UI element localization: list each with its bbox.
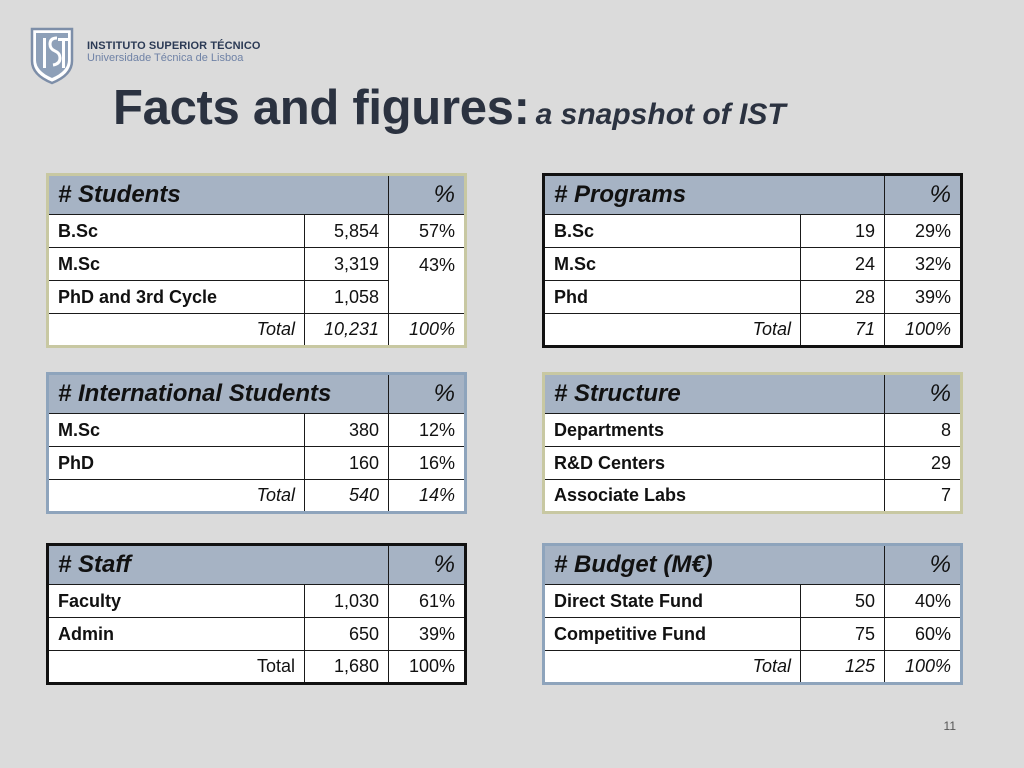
row-pct: 39% bbox=[885, 281, 962, 314]
row-label: Associate Labs bbox=[544, 480, 885, 513]
row-label: Admin bbox=[48, 618, 305, 651]
row-label: R&D Centers bbox=[544, 447, 885, 480]
row-value: 1,030 bbox=[305, 585, 389, 618]
institution-block bbox=[87, 41, 261, 64]
row-pct: 32% bbox=[885, 248, 962, 281]
total-label: Total bbox=[48, 480, 305, 513]
row-value: 1,058 bbox=[305, 281, 389, 314]
row-pct: 61% bbox=[389, 585, 466, 618]
total-label: Total bbox=[48, 314, 305, 347]
table-row bbox=[48, 414, 466, 447]
title-subtitle: a snapshot of IST bbox=[535, 98, 786, 131]
total-row bbox=[544, 314, 962, 347]
pct-header: % bbox=[389, 374, 466, 414]
international-students-table bbox=[46, 372, 467, 514]
institution-name: INSTITUTO SUPERIOR TÉCNICO bbox=[87, 40, 261, 52]
table-header-row bbox=[544, 175, 962, 215]
row-value: 28 bbox=[801, 281, 885, 314]
table-row bbox=[48, 447, 466, 480]
title-main: Facts and figures: bbox=[113, 81, 530, 135]
row-value: 380 bbox=[305, 414, 389, 447]
row-pct: 60% bbox=[885, 618, 962, 651]
row-value: 8 bbox=[885, 414, 962, 447]
table-row bbox=[544, 215, 962, 248]
programs-table bbox=[542, 173, 963, 348]
row-value: 650 bbox=[305, 618, 389, 651]
table-row bbox=[48, 215, 466, 248]
table-header-row bbox=[544, 374, 962, 414]
row-value: 160 bbox=[305, 447, 389, 480]
row-label: B.Sc bbox=[48, 215, 305, 248]
table-row bbox=[544, 281, 962, 314]
row-label: M.Sc bbox=[544, 248, 801, 281]
total-value: 10,231 bbox=[305, 314, 389, 347]
pct-header: % bbox=[389, 175, 466, 215]
table-row bbox=[48, 618, 466, 651]
total-row bbox=[48, 314, 466, 347]
row-label: PhD and 3rd Cycle bbox=[48, 281, 305, 314]
pct-header: % bbox=[885, 545, 962, 585]
total-row bbox=[544, 651, 962, 684]
table-row bbox=[544, 480, 962, 513]
staff-table bbox=[46, 543, 467, 685]
ist-shield-logo-icon bbox=[30, 27, 74, 85]
table-header-row bbox=[544, 545, 962, 585]
total-pct: 100% bbox=[885, 314, 962, 347]
row-pct: 12% bbox=[389, 414, 466, 447]
university-name: Universidade Técnica de Lisboa bbox=[87, 51, 244, 64]
table-row bbox=[544, 447, 962, 480]
table-row bbox=[544, 618, 962, 651]
total-value: 71 bbox=[801, 314, 885, 347]
students-title: # Students bbox=[48, 175, 389, 215]
programs-title: # Programs bbox=[544, 175, 885, 215]
row-pct: 40% bbox=[885, 585, 962, 618]
table-header-row bbox=[48, 175, 466, 215]
row-label: Departments bbox=[544, 414, 885, 447]
row-pct: 16% bbox=[389, 447, 466, 480]
page-number: 11 bbox=[943, 719, 956, 733]
row-label: Competitive Fund bbox=[544, 618, 801, 651]
international-title: # International Students bbox=[48, 374, 389, 414]
row-value: 3,319 bbox=[305, 248, 389, 281]
total-pct: 100% bbox=[885, 651, 962, 684]
table-row bbox=[48, 585, 466, 618]
row-pct: 39% bbox=[389, 618, 466, 651]
row-pct: 57% bbox=[389, 215, 466, 248]
row-value: 19 bbox=[801, 215, 885, 248]
row-label: Direct State Fund bbox=[544, 585, 801, 618]
total-row bbox=[48, 480, 466, 513]
row-pct: 43% bbox=[389, 248, 466, 314]
total-label: Total bbox=[48, 651, 305, 684]
total-pct: 100% bbox=[389, 314, 466, 347]
table-row bbox=[544, 248, 962, 281]
row-value: 7 bbox=[885, 480, 962, 513]
structure-title: # Structure bbox=[544, 374, 885, 414]
total-pct: 14% bbox=[389, 480, 466, 513]
total-pct: 100% bbox=[389, 651, 466, 684]
table-row bbox=[48, 248, 466, 281]
total-label: Total bbox=[544, 314, 801, 347]
row-label: M.Sc bbox=[48, 248, 305, 281]
row-label: M.Sc bbox=[48, 414, 305, 447]
row-value: 75 bbox=[801, 618, 885, 651]
pct-header: % bbox=[885, 175, 962, 215]
row-label: PhD bbox=[48, 447, 305, 480]
row-value: 50 bbox=[801, 585, 885, 618]
table-header-row bbox=[48, 374, 466, 414]
table-row bbox=[544, 585, 962, 618]
total-value: 540 bbox=[305, 480, 389, 513]
row-pct: 29% bbox=[885, 215, 962, 248]
row-label: B.Sc bbox=[544, 215, 801, 248]
staff-title: # Staff bbox=[48, 545, 389, 585]
pct-header: % bbox=[885, 374, 962, 414]
row-value: 24 bbox=[801, 248, 885, 281]
total-value: 125 bbox=[801, 651, 885, 684]
row-label: Faculty bbox=[48, 585, 305, 618]
page-title bbox=[113, 80, 786, 136]
total-label: Total bbox=[544, 651, 801, 684]
table-header-row bbox=[48, 545, 466, 585]
total-value: 1,680 bbox=[305, 651, 389, 684]
budget-title: # Budget (M€) bbox=[544, 545, 885, 585]
row-value: 5,854 bbox=[305, 215, 389, 248]
pct-header: % bbox=[389, 545, 466, 585]
table-row bbox=[544, 414, 962, 447]
structure-table bbox=[542, 372, 963, 514]
budget-table bbox=[542, 543, 963, 685]
row-label: Phd bbox=[544, 281, 801, 314]
students-table bbox=[46, 173, 467, 348]
total-row bbox=[48, 651, 466, 684]
row-value: 29 bbox=[885, 447, 962, 480]
